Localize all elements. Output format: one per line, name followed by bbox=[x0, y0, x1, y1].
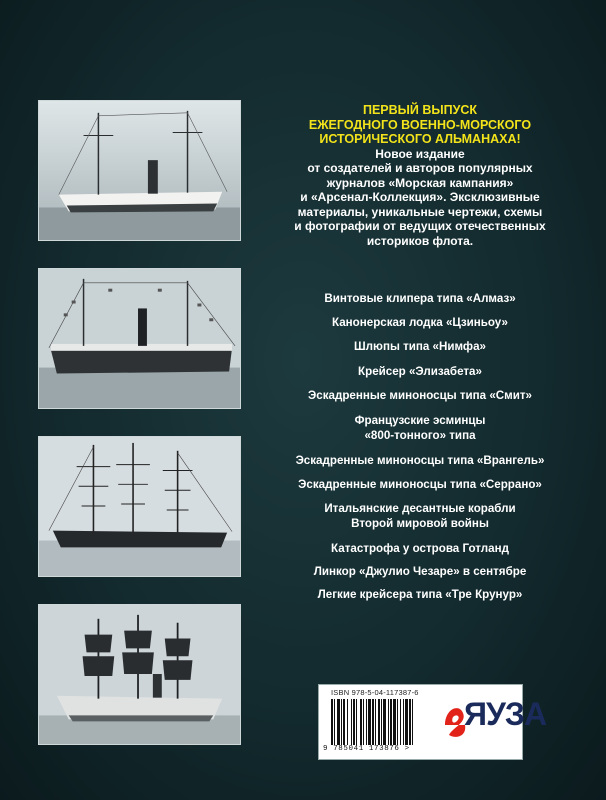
barcode-bar bbox=[397, 699, 398, 745]
contents-item-text: Легкие крейсера типа «Тре Крунур» bbox=[317, 588, 523, 601]
ship-photo-2 bbox=[38, 268, 241, 409]
ship-photo-icon bbox=[39, 269, 240, 408]
barcode-bar bbox=[337, 699, 340, 745]
ship-photo-icon bbox=[39, 605, 240, 744]
contents-item-text: Линкор «Джулио Чезаре» в сентябре bbox=[313, 565, 527, 578]
intro-line: и «Арсенал-Коллекция». Эксклюзивные bbox=[300, 190, 540, 204]
intro-line: материалы, уникальные чертежи, схемы bbox=[297, 204, 543, 219]
contents-item bbox=[262, 340, 578, 355]
ship-photo-icon bbox=[39, 101, 240, 240]
ship-photo-3 bbox=[38, 436, 241, 577]
barcode-bar bbox=[409, 699, 411, 745]
contents-item bbox=[262, 414, 578, 443]
barcode-bar bbox=[403, 699, 404, 745]
contents-item-text: Катастрофа у острова Готланд bbox=[331, 542, 509, 555]
contents-item bbox=[262, 478, 578, 493]
contents-item-text: Эскадренные миноносцы типа «Серрано» bbox=[298, 478, 542, 491]
barcode-icon bbox=[331, 699, 435, 745]
barcode-bar bbox=[351, 699, 352, 745]
barcode-bar bbox=[331, 699, 333, 745]
headline-line: ПЕРВЫЙ ВЫПУСК bbox=[362, 103, 478, 117]
contents-item bbox=[262, 542, 578, 557]
intro-line: от создателей и авторов популярных bbox=[307, 161, 533, 175]
contents-item-text: Винтовые клипера типа «Алмаз» bbox=[324, 292, 516, 305]
intro-line: Новое издание bbox=[375, 146, 465, 161]
contents-item bbox=[262, 365, 578, 380]
contents-item-text: Эскадренные миноносцы типа «Врангель» bbox=[295, 454, 545, 467]
barcode-bar bbox=[381, 699, 382, 745]
barcode-bar bbox=[412, 699, 413, 745]
barcode-bar bbox=[383, 699, 386, 745]
barcode-bar bbox=[334, 699, 335, 745]
barcode-bar bbox=[375, 699, 376, 745]
isbn-panel bbox=[318, 684, 547, 760]
barcode-bar bbox=[360, 699, 362, 745]
contents-item-text: Канонерская лодка «Цзиньоу» bbox=[332, 316, 508, 329]
barcode-bar bbox=[356, 699, 357, 745]
contents-item-text: Второй мировой войны bbox=[351, 516, 489, 530]
headline-line: ЕЖЕГОДНОГО ВОЕННО-МОРСКОГО bbox=[308, 117, 532, 132]
barcode-bar bbox=[390, 699, 392, 745]
ship-photo-4 bbox=[38, 604, 241, 745]
contents-item-text: Шлюпы типа «Нимфа» bbox=[354, 340, 486, 353]
ship-photo-icon bbox=[39, 437, 240, 576]
intro-block bbox=[262, 103, 578, 248]
contents-item bbox=[262, 292, 578, 307]
barcode-bar bbox=[400, 699, 401, 745]
contents-item-text: Французские эсминцы bbox=[354, 414, 486, 427]
contents-item-text: «800-тонного» типа bbox=[364, 428, 476, 442]
headline-line: ИСТОРИЧЕСКОГО АЛЬМАНАХА! bbox=[319, 132, 521, 146]
intro-line: журналов «Морская кампания» bbox=[326, 175, 514, 190]
barcode-bar bbox=[353, 699, 355, 745]
contents-item bbox=[262, 502, 578, 531]
intro-line: историков флота. bbox=[366, 233, 474, 248]
isbn-label: ISBN 978-5-04-117387-6 bbox=[331, 688, 419, 697]
barcode-bar bbox=[363, 699, 364, 745]
contents-item bbox=[262, 389, 578, 404]
contents-item bbox=[262, 454, 578, 469]
ship-photo-1 bbox=[38, 100, 241, 241]
barcode-bar bbox=[393, 699, 396, 745]
barcode-bar bbox=[378, 699, 380, 745]
barcode-bar bbox=[372, 699, 374, 745]
barcode-digits: 9 785041 173876 > bbox=[323, 745, 410, 753]
contents-item bbox=[262, 588, 578, 603]
contents-item bbox=[262, 316, 578, 331]
barcode-bar bbox=[366, 699, 367, 745]
contents-item bbox=[262, 565, 578, 580]
contents-item-text: Эскадренные миноносцы типа «Смит» bbox=[308, 389, 532, 402]
publisher-logo-text: ЯУЗА bbox=[464, 696, 547, 732]
barcode-bar bbox=[388, 699, 389, 745]
barcode-bar bbox=[347, 699, 348, 745]
contents-item-text: Итальянские десантные корабли bbox=[324, 502, 516, 515]
barcode-bar bbox=[341, 699, 342, 745]
intro-line: и фотографии от ведущих отечественных bbox=[294, 219, 546, 233]
barcode-bar bbox=[343, 699, 345, 745]
barcode-bar bbox=[405, 699, 408, 745]
barcode-bar bbox=[368, 699, 371, 745]
contents-item-text: Крейсер «Элизабета» bbox=[358, 365, 482, 378]
